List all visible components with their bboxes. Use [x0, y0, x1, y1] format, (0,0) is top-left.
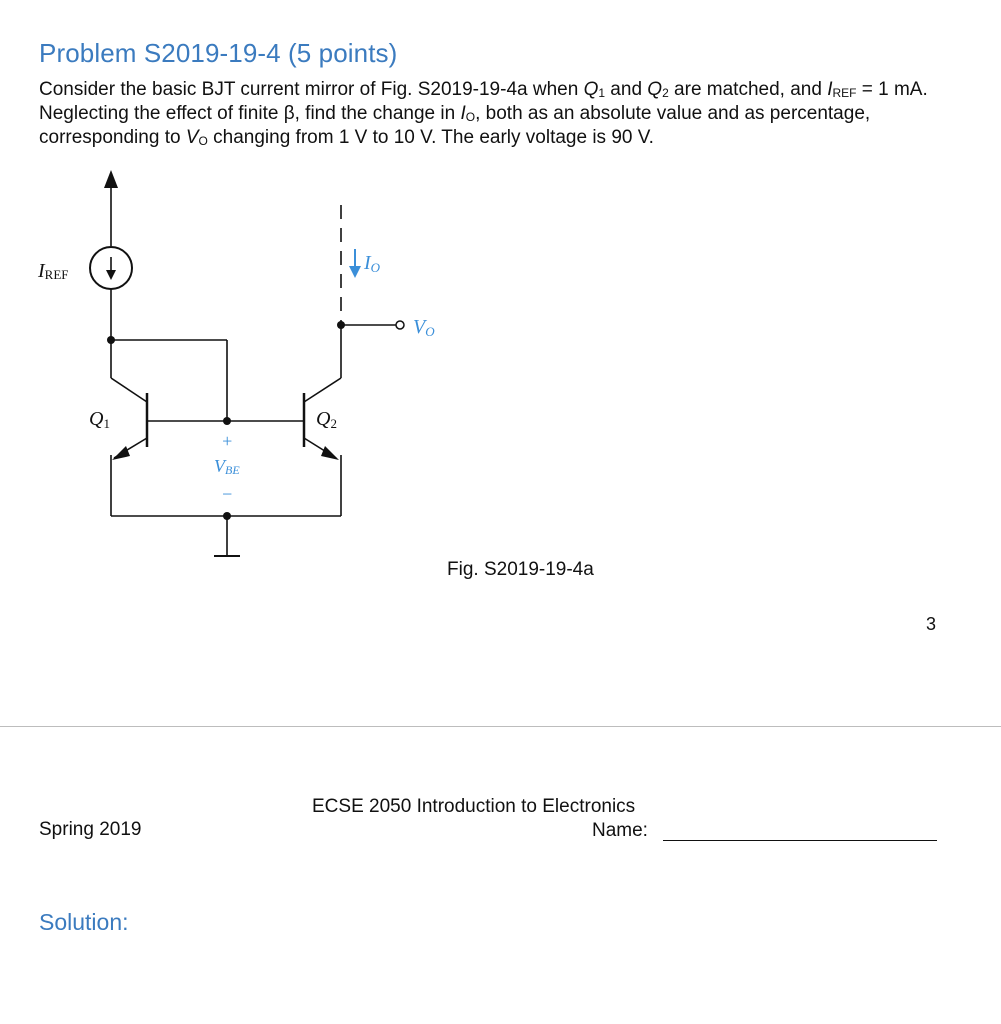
figure-caption: Fig. S2019-19-4a [447, 559, 594, 580]
node-collector-q1 [107, 336, 115, 344]
solution-heading: Solution: [39, 909, 129, 935]
node-base [223, 417, 231, 425]
io-arrow-icon [349, 266, 361, 278]
name-label: Name: [592, 820, 648, 841]
q1-label: Q1 [89, 408, 110, 431]
supply-arrow-icon [104, 170, 118, 188]
vo-terminal [396, 321, 404, 329]
vo-label: VO [413, 316, 435, 339]
problem-title: Problem S2019-19-4 (5 points) [39, 38, 398, 68]
node-ground [223, 512, 231, 520]
name-field-line[interactable] [663, 840, 937, 841]
course-title: ECSE 2050 Introduction to Electronics [312, 796, 636, 817]
node-output [337, 321, 345, 329]
page-divider [0, 726, 1001, 727]
q2-emitter-arrow-icon [321, 446, 339, 460]
q1-emitter-arrow-icon [112, 446, 130, 460]
problem-statement: Consider the basic BJT current mirror of Fig. S2019-19-4a when $Q_1$ and $Q_2$ are matched, and $I_{REF} = 1$ mA. Neglecting the effect of finite β, find the change in $I_O$, both as an absolute value and as percentage, corresponding to $V_O$ changing from 1 V to 10 V. The early voltage is 90 V. [39, 79, 928, 148]
io-label: IO [364, 252, 381, 275]
vbe-plus: + [221, 431, 234, 451]
vbe-label: VBE [214, 456, 240, 477]
page-number: 3 [926, 614, 937, 634]
semester-label: Spring 2019 [39, 819, 142, 840]
iref-label: IREF [38, 260, 69, 282]
q2-label: Q2 [316, 408, 337, 431]
vbe-minus: − [221, 484, 234, 504]
current-mirror-circuit [0, 160, 480, 560]
